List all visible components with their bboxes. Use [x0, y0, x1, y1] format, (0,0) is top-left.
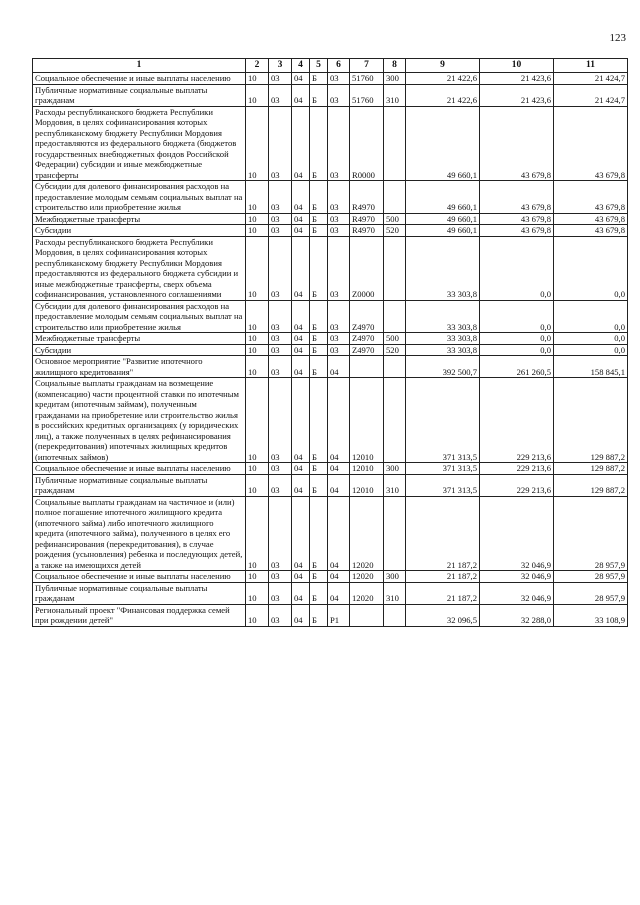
direction-code: 12020 [350, 571, 384, 583]
table-row [33, 213, 628, 225]
section-code: 10 [246, 496, 269, 571]
amount-year-2: 43 679,8 [480, 181, 554, 214]
activity-code: 04 [328, 356, 350, 378]
activity-code: 03 [328, 213, 350, 225]
page-number: 123 [609, 32, 626, 44]
expense-type-code: 310 [384, 84, 406, 106]
column-header: 2 [246, 59, 269, 73]
amount-year-2: 32 046,9 [480, 582, 554, 604]
amount-year-2: 32 288,0 [480, 604, 554, 626]
amount-year-2: 0,0 [480, 333, 554, 345]
expense-type-code [384, 496, 406, 571]
amount-year-2: 43 679,8 [480, 225, 554, 237]
amount-year-2: 0,0 [480, 300, 554, 333]
column-header: 4 [292, 59, 310, 73]
subsection-code: 03 [269, 604, 292, 626]
program-code: 04 [292, 225, 310, 237]
activity-code: 04 [328, 378, 350, 463]
direction-code: Z0000 [350, 236, 384, 300]
amount-year-1: 21 422,6 [406, 84, 480, 106]
table-body [33, 73, 628, 627]
table-row [33, 463, 628, 475]
program-code: 04 [292, 300, 310, 333]
subprogram-code: Б [310, 106, 328, 181]
amount-year-1: 33 303,8 [406, 344, 480, 356]
amount-year-2: 0,0 [480, 236, 554, 300]
column-header: 8 [384, 59, 406, 73]
activity-code: 04 [328, 463, 350, 475]
table-row [33, 225, 628, 237]
expense-type-code [384, 106, 406, 181]
section-code: 10 [246, 344, 269, 356]
expense-type-code: 500 [384, 213, 406, 225]
direction-code: 51760 [350, 73, 384, 85]
expense-type-code [384, 378, 406, 463]
table-row [33, 300, 628, 333]
row-label: Публичные нормативные социальные выплаты гражданам [33, 474, 246, 496]
program-code: 04 [292, 213, 310, 225]
amount-year-3: 129 887,2 [554, 463, 628, 475]
section-code: 10 [246, 604, 269, 626]
expense-type-code [384, 300, 406, 333]
direction-code: 12020 [350, 582, 384, 604]
program-code: 04 [292, 84, 310, 106]
column-header: 3 [269, 59, 292, 73]
row-label: Расходы республиканского бюджета Республики Мордовия, в целях софинансирования которых республиканскому бюджету Республики Мордовия предоставляются из федерального бюджета субсидии и иные межбюджетные трансферты, сверх объема софинансирования, установленного соглашениями [33, 236, 246, 300]
row-label: Социальное обеспечение и иные выплаты населению [33, 73, 246, 85]
row-label: Субсидии [33, 344, 246, 356]
subsection-code: 03 [269, 571, 292, 583]
direction-code: R4970 [350, 213, 384, 225]
activity-code: 04 [328, 496, 350, 571]
activity-code: 04 [328, 582, 350, 604]
program-code: 04 [292, 378, 310, 463]
expense-type-code: 300 [384, 73, 406, 85]
column-header: 6 [328, 59, 350, 73]
amount-year-3: 0,0 [554, 333, 628, 345]
amount-year-1: 371 313,5 [406, 463, 480, 475]
subprogram-code: Б [310, 463, 328, 475]
table-row [33, 356, 628, 378]
amount-year-2: 32 046,9 [480, 496, 554, 571]
amount-year-1: 49 660,1 [406, 225, 480, 237]
section-code: 10 [246, 571, 269, 583]
expense-type-code: 500 [384, 333, 406, 345]
amount-year-3: 43 679,8 [554, 225, 628, 237]
row-label: Расходы республиканского бюджета Республики Мордовия, в целях софинансирования которых республиканскому бюджету Республики Мордовия предоставляются из федерального бюджета (бюджетов государственных внебюджетных фондов Российской Федерации) субсидии и иные межбюджетные трансферты [33, 106, 246, 181]
expense-type-code [384, 181, 406, 214]
activity-code: 04 [328, 571, 350, 583]
column-header: 10 [480, 59, 554, 73]
section-code: 10 [246, 84, 269, 106]
amount-year-2: 21 423,6 [480, 84, 554, 106]
subprogram-code: Б [310, 344, 328, 356]
expense-type-code: 310 [384, 474, 406, 496]
amount-year-3: 21 424,7 [554, 73, 628, 85]
expense-type-code: 520 [384, 225, 406, 237]
subsection-code: 03 [269, 236, 292, 300]
table-row [33, 84, 628, 106]
subsection-code: 03 [269, 106, 292, 181]
program-code: 04 [292, 73, 310, 85]
expense-type-code: 310 [384, 582, 406, 604]
expense-type-code [384, 236, 406, 300]
section-code: 10 [246, 300, 269, 333]
subprogram-code: Б [310, 181, 328, 214]
table-row [33, 181, 628, 214]
subprogram-code: Б [310, 496, 328, 571]
amount-year-3: 158 845,1 [554, 356, 628, 378]
amount-year-2: 229 213,6 [480, 378, 554, 463]
subsection-code: 03 [269, 73, 292, 85]
direction-code [350, 356, 384, 378]
direction-code: 12010 [350, 378, 384, 463]
expense-type-code [384, 356, 406, 378]
amount-year-3: 28 957,9 [554, 582, 628, 604]
program-code: 04 [292, 496, 310, 571]
row-label: Основное мероприятие "Развитие ипотечного жилищного кредитования" [33, 356, 246, 378]
row-label: Публичные нормативные социальные выплаты гражданам [33, 582, 246, 604]
program-code: 04 [292, 356, 310, 378]
activity-code: 03 [328, 225, 350, 237]
activity-code: 04 [328, 474, 350, 496]
subprogram-code: Б [310, 604, 328, 626]
amount-year-1: 33 303,8 [406, 236, 480, 300]
amount-year-3: 43 679,8 [554, 213, 628, 225]
subprogram-code: Б [310, 84, 328, 106]
direction-code: Z4970 [350, 333, 384, 345]
amount-year-1: 32 096,5 [406, 604, 480, 626]
direction-code: 12020 [350, 496, 384, 571]
amount-year-3: 129 887,2 [554, 474, 628, 496]
expense-type-code [384, 604, 406, 626]
direction-code: R4970 [350, 181, 384, 214]
direction-code: R4970 [350, 225, 384, 237]
table-row [33, 333, 628, 345]
table-row [33, 344, 628, 356]
amount-year-1: 33 303,8 [406, 300, 480, 333]
subsection-code: 03 [269, 496, 292, 571]
row-label: Субсидии для долевого финансирования расходов на предоставление молодым семьям социальных выплат на строительство или приобретение жилья [33, 181, 246, 214]
direction-code: Z4970 [350, 300, 384, 333]
row-label: Социальные выплаты гражданам на возмещение (компенсацию) части процентной ставки по ипотечным кредитам (ипотечным займам), полученным гражданами на приобретение или строительство жилья в российских кредитных организациях (у юридических лиц), а также полученных в целях рефинансирования (перекредитования) ипотечных жилищных кредитов (ипотечных займов) [33, 378, 246, 463]
table-row [33, 582, 628, 604]
amount-year-3: 28 957,9 [554, 571, 628, 583]
section-code: 10 [246, 236, 269, 300]
amount-year-2: 0,0 [480, 344, 554, 356]
direction-code: Z4970 [350, 344, 384, 356]
budget-table [32, 58, 628, 627]
section-code: 10 [246, 333, 269, 345]
table-row [33, 474, 628, 496]
subprogram-code: Б [310, 213, 328, 225]
subsection-code: 03 [269, 344, 292, 356]
header-row [33, 59, 628, 73]
amount-year-1: 392 500,7 [406, 356, 480, 378]
amount-year-2: 229 213,6 [480, 474, 554, 496]
row-label: Субсидии для долевого финансирования расходов на предоставление молодым семьям социальных выплат на строительство или приобретение жилья [33, 300, 246, 333]
row-label: Межбюджетные трансферты [33, 333, 246, 345]
amount-year-3: 43 679,8 [554, 106, 628, 181]
amount-year-1: 21 187,2 [406, 582, 480, 604]
program-code: 04 [292, 106, 310, 181]
direction-code: 51760 [350, 84, 384, 106]
subsection-code: 03 [269, 463, 292, 475]
program-code: 04 [292, 344, 310, 356]
subsection-code: 03 [269, 300, 292, 333]
amount-year-2: 21 423,6 [480, 73, 554, 85]
expense-type-code: 300 [384, 463, 406, 475]
amount-year-2: 43 679,8 [480, 213, 554, 225]
section-code: 10 [246, 181, 269, 214]
amount-year-1: 33 303,8 [406, 333, 480, 345]
activity-code: 03 [328, 300, 350, 333]
row-label: Публичные нормативные социальные выплаты гражданам [33, 84, 246, 106]
subsection-code: 03 [269, 84, 292, 106]
amount-year-2: 261 260,5 [480, 356, 554, 378]
row-label: Субсидии [33, 225, 246, 237]
table-row [33, 106, 628, 181]
amount-year-1: 21 422,6 [406, 73, 480, 85]
activity-code: 03 [328, 236, 350, 300]
amount-year-1: 49 660,1 [406, 181, 480, 214]
activity-code: 03 [328, 106, 350, 181]
column-header: 5 [310, 59, 328, 73]
activity-code: 03 [328, 84, 350, 106]
subprogram-code: Б [310, 582, 328, 604]
amount-year-3: 33 108,9 [554, 604, 628, 626]
subsection-code: 03 [269, 582, 292, 604]
row-label: Социальное обеспечение и иные выплаты населению [33, 463, 246, 475]
row-label: Межбюджетные трансферты [33, 213, 246, 225]
direction-code: 12010 [350, 474, 384, 496]
row-label: Социальные выплаты гражданам на частичное и (или) полное погашение ипотечного жилищного кредита (ипотечного займа) либо ипотечного жилищного кредита (ипотечного займа), полученного в целях его рефинансирования (перекредитования), в случае рождения (усыновления) ребенка и последующих детей, а также на имеющихся детей [33, 496, 246, 571]
program-code: 04 [292, 474, 310, 496]
amount-year-1: 371 313,5 [406, 378, 480, 463]
amount-year-3: 0,0 [554, 236, 628, 300]
section-code: 10 [246, 73, 269, 85]
program-code: 04 [292, 582, 310, 604]
amount-year-3: 43 679,8 [554, 181, 628, 214]
program-code: 04 [292, 463, 310, 475]
subprogram-code: Б [310, 236, 328, 300]
section-code: 10 [246, 378, 269, 463]
amount-year-1: 49 660,1 [406, 213, 480, 225]
program-code: 04 [292, 236, 310, 300]
section-code: 10 [246, 213, 269, 225]
subprogram-code: Б [310, 300, 328, 333]
table-row [33, 236, 628, 300]
subsection-code: 03 [269, 181, 292, 214]
activity-code: 03 [328, 333, 350, 345]
column-header: 9 [406, 59, 480, 73]
subsection-code: 03 [269, 225, 292, 237]
expense-type-code: 520 [384, 344, 406, 356]
table-row [33, 378, 628, 463]
table-row [33, 571, 628, 583]
direction-code [350, 604, 384, 626]
subsection-code: 03 [269, 474, 292, 496]
section-code: 10 [246, 463, 269, 475]
amount-year-3: 129 887,2 [554, 378, 628, 463]
activity-code: 03 [328, 181, 350, 214]
amount-year-2: 43 679,8 [480, 106, 554, 181]
subprogram-code: Б [310, 225, 328, 237]
amount-year-3: 21 424,7 [554, 84, 628, 106]
table-row [33, 496, 628, 571]
activity-code: 03 [328, 344, 350, 356]
subsection-code: 03 [269, 378, 292, 463]
column-header: 7 [350, 59, 384, 73]
activity-code: P1 [328, 604, 350, 626]
amount-year-1: 371 313,5 [406, 474, 480, 496]
section-code: 10 [246, 356, 269, 378]
subprogram-code: Б [310, 378, 328, 463]
section-code: 10 [246, 474, 269, 496]
amount-year-3: 0,0 [554, 300, 628, 333]
amount-year-2: 229 213,6 [480, 463, 554, 475]
column-header: 11 [554, 59, 628, 73]
program-code: 04 [292, 604, 310, 626]
section-code: 10 [246, 582, 269, 604]
subsection-code: 03 [269, 213, 292, 225]
amount-year-3: 0,0 [554, 344, 628, 356]
table-row [33, 604, 628, 626]
amount-year-1: 21 187,2 [406, 571, 480, 583]
direction-code: 12010 [350, 463, 384, 475]
direction-code: R0000 [350, 106, 384, 181]
subsection-code: 03 [269, 356, 292, 378]
amount-year-1: 21 187,2 [406, 496, 480, 571]
amount-year-1: 49 660,1 [406, 106, 480, 181]
subsection-code: 03 [269, 333, 292, 345]
subprogram-code: Б [310, 571, 328, 583]
amount-year-2: 32 046,9 [480, 571, 554, 583]
subprogram-code: Б [310, 356, 328, 378]
program-code: 04 [292, 571, 310, 583]
subprogram-code: Б [310, 333, 328, 345]
row-label: Социальное обеспечение и иные выплаты населению [33, 571, 246, 583]
activity-code: 03 [328, 73, 350, 85]
subprogram-code: Б [310, 474, 328, 496]
column-header: 1 [33, 59, 246, 73]
amount-year-3: 28 957,9 [554, 496, 628, 571]
expense-type-code: 300 [384, 571, 406, 583]
section-code: 10 [246, 106, 269, 181]
row-label: Региональный проект "Финансовая поддержка семей при рождении детей" [33, 604, 246, 626]
table-row [33, 73, 628, 85]
section-code: 10 [246, 225, 269, 237]
program-code: 04 [292, 181, 310, 214]
subprogram-code: Б [310, 73, 328, 85]
program-code: 04 [292, 333, 310, 345]
